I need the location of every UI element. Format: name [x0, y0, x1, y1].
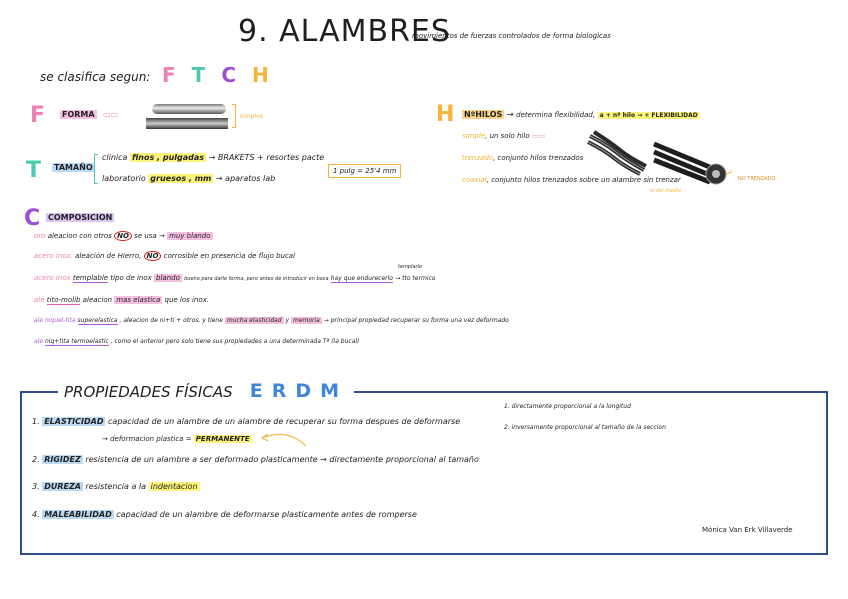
templable-text-c: → tto termico [395, 275, 436, 282]
maleabilidad-number: 4. [32, 510, 40, 519]
composicion-line-titmolib [34, 296, 209, 304]
tamano-label: TAMAÑO [54, 163, 93, 172]
oro-no-badge: NO [114, 231, 132, 241]
classify-letter-f: F [162, 63, 176, 87]
acero-text: aleación de Hierro, [75, 252, 142, 260]
simple-key: simple [462, 132, 486, 140]
prop-note-1: 1. directamente proporcional a la longitud [504, 403, 631, 410]
superelastica-underline: superelastica [77, 317, 118, 324]
hilos-highlight: a + nº hilo → + FLEXIBILIDAD [599, 112, 698, 119]
laboratorio-label: laboratorio [102, 174, 146, 183]
superelastica-text-b: → principal propiedad recuperar su forma una vez deformado [323, 317, 509, 324]
coaxial-key: coaxial [462, 176, 487, 184]
clinica-arrow: → [208, 153, 216, 162]
composicion-label: COMPOSICION [48, 213, 113, 222]
composicion-line-acero [34, 252, 295, 260]
hilos-arrow: → [506, 110, 514, 119]
prop-letter-m: M [320, 380, 340, 402]
classify-letter-h: H [252, 63, 269, 87]
dureza-highlight: indentacion [150, 482, 198, 491]
superelastica-text: , aleacion de ni+ti + otros, y tiene [119, 317, 223, 324]
templable-underline: templable [72, 274, 109, 282]
hilos-coaxial: coaxial, conjunto hilos trenzados sobre un alambre sin trenzar [462, 176, 681, 184]
templable-text: tipo de inox [110, 274, 152, 282]
clinica-highlight: finos , pulgadas [131, 153, 205, 162]
forma-shapes: ▭▭ [103, 110, 119, 119]
composicion-line-superelastica: ale niquel-tita superelastica , aleacion de ni+ti + otros, y tiene mucha elasticidad y memoria → principal propiedad recuperar su forma una vez deformado [34, 317, 509, 324]
braided-wire-image [586, 130, 648, 176]
trenzado-key: trenzado [462, 154, 494, 162]
laboratorio-highlight: gruesos , mm [150, 174, 212, 183]
hilos-simple: simple, un solo hilo ▭▭ [462, 132, 546, 140]
dureza-text: resistencia a la [85, 482, 147, 491]
forma-wire-rect-image [146, 118, 228, 129]
acero-text-b: corrosible en presencia de flujo bucal [163, 252, 296, 260]
classify-letters [162, 63, 285, 87]
acero-key: acero inox. [34, 252, 73, 260]
propiedades-header [58, 380, 354, 402]
prop-item-maleabilidad [32, 510, 417, 519]
templable-key: acero inox [34, 274, 71, 282]
elasticidad-text: capacidad de un alambre de un alambre de recuperar su forma despues de deformarse [108, 417, 461, 426]
laboratorio-arrow: → [215, 174, 223, 183]
forma-wire-round-image [152, 104, 226, 114]
propiedades-title: PROPIEDADES FÍSICAS [64, 383, 233, 401]
termoelastica-underline: niq+tita termoelastic [44, 338, 109, 345]
prop-letter-e: E [249, 380, 263, 402]
trenzado-value: conjunto hilos trenzados [497, 154, 584, 162]
superelastica-key: ale niquel-tita [34, 317, 76, 324]
prop-item-rigidez [32, 455, 479, 464]
hilos-label: NºHILOS [464, 110, 503, 119]
hilos-row [462, 110, 700, 119]
elasticidad-key: ELASTICIDAD [44, 417, 104, 426]
templable-underline-2: hay que endurecerlo [330, 275, 393, 282]
forma-bracket [232, 104, 236, 128]
maleabilidad-text: capacidad de un alambre de deformarse plasticamente antes de romperse [116, 510, 417, 519]
oro-text-b: se usa → [134, 232, 165, 240]
acero-no-badge: NO [144, 251, 162, 261]
oro-highlight: muy blando [169, 232, 211, 240]
termoelastica-key: ale [34, 338, 44, 345]
composicion-line-oro [34, 232, 213, 240]
prop-elasticidad-sub [102, 435, 252, 443]
permanente-arrow-icon [258, 428, 308, 448]
permanente-highlight: PERMANENTE [195, 435, 250, 443]
oro-key: oro [34, 232, 46, 240]
titmolib-text: aleacion [82, 296, 113, 304]
clinica-rest: BRAKETS + resortes pacte [217, 153, 325, 162]
tamano-letter: T [26, 158, 42, 183]
coaxial-wire-image [652, 138, 732, 186]
propiedades-letters [250, 380, 348, 402]
rigidez-number: 2. [32, 455, 40, 464]
classify-letter-t: T [191, 63, 206, 87]
laboratorio-rest: aparatos lab [225, 174, 276, 183]
templable-text-b: bueno para darle forma, pero antes de introducir en boca [184, 276, 329, 282]
tamano-conversion-box: 1 pulg = 25'4 mm [328, 164, 401, 178]
tamano-row-clinica [102, 153, 324, 162]
hilos-side-note: NO TRENZADO [738, 176, 776, 182]
coaxial-value: conjunto hilos trenzados sobre un alambre sin trenzar [491, 176, 681, 184]
titmolib-highlight: mas elastica [116, 296, 161, 304]
titmolib-underline: tito-molib [46, 296, 81, 304]
tamano-row-laboratorio [102, 174, 275, 183]
maleabilidad-key: MALEABILIDAD [44, 510, 112, 519]
page-subtitle: movimientos de fuerzas controlados de forma biologicas [412, 32, 611, 40]
hilos-letter: H [436, 102, 455, 127]
oro-text: aleacion con otros [47, 232, 112, 240]
composicion-letter: C [24, 206, 41, 231]
prop-note-2: 2. inversamente proporcional al tamaño de la seccion [504, 424, 666, 431]
forma-bracket-label: simples [240, 113, 263, 120]
rigidez-key: RIGIDEZ [44, 455, 81, 464]
elasticidad-sub-text: → deformacion plastica = [102, 435, 192, 443]
tamano-brace [94, 154, 98, 184]
dureza-key: DUREZA [44, 482, 81, 491]
templable-superscript: templarlo [398, 264, 423, 270]
superelastica-highlight: mucha elasticidad [226, 317, 282, 324]
elasticidad-number: 1. [32, 417, 40, 426]
page-title: 9. ALAMBRES [238, 14, 451, 49]
forma-label: FORMA [62, 110, 95, 119]
dureza-number: 3. [32, 482, 40, 491]
hilos-desc: determina flexibilidad, [516, 111, 596, 119]
prop-letter-d: D [295, 380, 312, 402]
composicion-line-termoelastica [34, 338, 359, 345]
clinica-label: clinica [102, 153, 128, 162]
simple-shape: ▭▭ [531, 132, 546, 140]
termoelastica-text: , como el anterior pero solo tiene sus propiedades a una determinada Tª (la bucal) [110, 338, 360, 345]
templable-highlight: blando [156, 274, 180, 282]
rigidez-text: resistencia de un alambre a ser deformado plasticamente → directamente proporcional al tamaño [85, 455, 479, 464]
composicion-line-templable [34, 274, 435, 282]
classify-label: se clasifica segun: [40, 70, 151, 84]
author-signature: Mónica Van Erk Villaverde [702, 526, 793, 534]
hilos-trenzado: trenzado, conjunto hilos trenzados [462, 154, 584, 162]
titmolib-text-b: que los inox. [164, 296, 210, 304]
classify-letter-c: C [221, 63, 237, 87]
prop-item-dureza [32, 482, 200, 491]
prop-letter-r: R [271, 380, 287, 402]
forma-letter: F [30, 103, 46, 128]
prop-item-elasticidad [32, 417, 460, 426]
coaxial-note: el del medio [650, 188, 681, 194]
simple-value: un solo hilo [489, 132, 530, 140]
titmolib-key: ale [34, 296, 45, 304]
superelastica-highlight-2: memoria [293, 317, 320, 324]
